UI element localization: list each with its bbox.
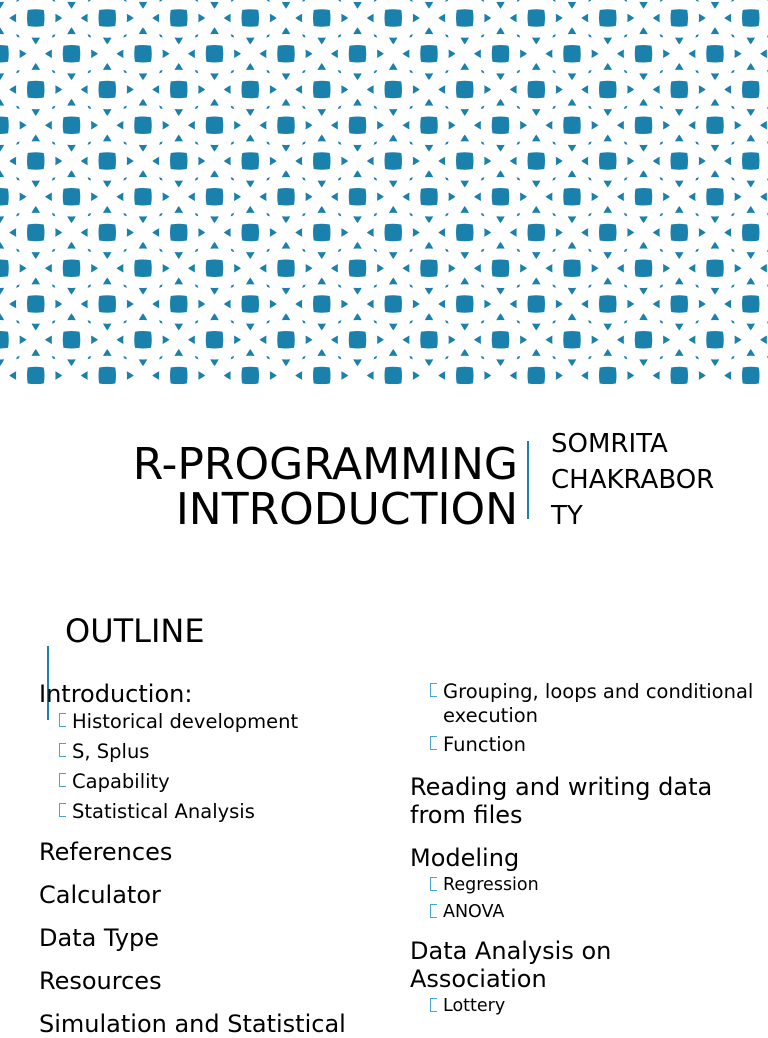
outline-item-modeling: Modeling	[410, 844, 755, 872]
bullet-icon	[430, 877, 437, 891]
outline-subitem	[410, 901, 755, 923]
slide-title-line-2: INTRODUCTION	[60, 487, 518, 532]
outline-subitem-text: Lottery	[443, 996, 505, 1016]
outline-subitem-text: Grouping, loops and conditional execution	[443, 680, 753, 727]
outline-item-simulation: Simulation and Statistical	[39, 1010, 384, 1038]
outline-subitem	[410, 874, 755, 896]
outline-subitem-text: Regression	[443, 875, 539, 895]
bullet-icon	[59, 773, 66, 787]
bullet-icon	[59, 743, 66, 757]
title-divider	[527, 441, 529, 519]
outline-item-data-type: Data Type	[39, 924, 384, 952]
circle-lattice-pattern	[0, 0, 768, 384]
outline-subitem	[39, 740, 384, 764]
outline-item-data-analysis: Data Analysis on Association	[410, 937, 670, 993]
outline-right-column	[410, 680, 755, 1017]
decorative-banner	[0, 0, 768, 384]
outline-subitem	[410, 733, 755, 757]
outline-subitem	[39, 710, 384, 734]
bullet-icon	[430, 998, 437, 1012]
outline-item-introduction: Introduction:	[39, 680, 384, 708]
outline-item-references: References	[39, 838, 384, 866]
outline-heading: OUTLINE	[65, 612, 205, 650]
bullet-icon	[430, 904, 437, 918]
outline-item-resources: Resources	[39, 967, 384, 995]
outline-subitem-text: Capability	[72, 770, 170, 793]
author-line-2: CHAKRABOR	[551, 462, 761, 498]
slide-title	[60, 442, 518, 532]
outline-subitem	[39, 770, 384, 794]
slide-title-line-1: R-PROGRAMMING	[60, 442, 518, 487]
outline-subitem	[410, 680, 755, 728]
bullet-icon	[59, 713, 66, 727]
author-line-3: TY	[551, 498, 761, 534]
outline-subitem	[39, 800, 384, 824]
outline-item-calculator: Calculator	[39, 881, 384, 909]
outline-subitem	[410, 995, 755, 1017]
outline-item-reading-writing: Reading and writing data from files	[410, 773, 745, 829]
bullet-icon	[430, 683, 437, 697]
outline-subitem-text: Statistical Analysis	[72, 800, 255, 823]
bullet-icon	[59, 803, 66, 817]
author-name	[551, 426, 761, 534]
outline-subitem-text: ANOVA	[443, 902, 504, 922]
bullet-icon	[430, 736, 437, 750]
outline-subitem-text: S, Splus	[72, 740, 149, 763]
outline-left-column	[39, 680, 384, 1038]
outline-subitem-text: Function	[443, 733, 526, 756]
author-line-1: SOMRITA	[551, 426, 761, 462]
outline-subitem-text: Historical development	[72, 710, 298, 733]
